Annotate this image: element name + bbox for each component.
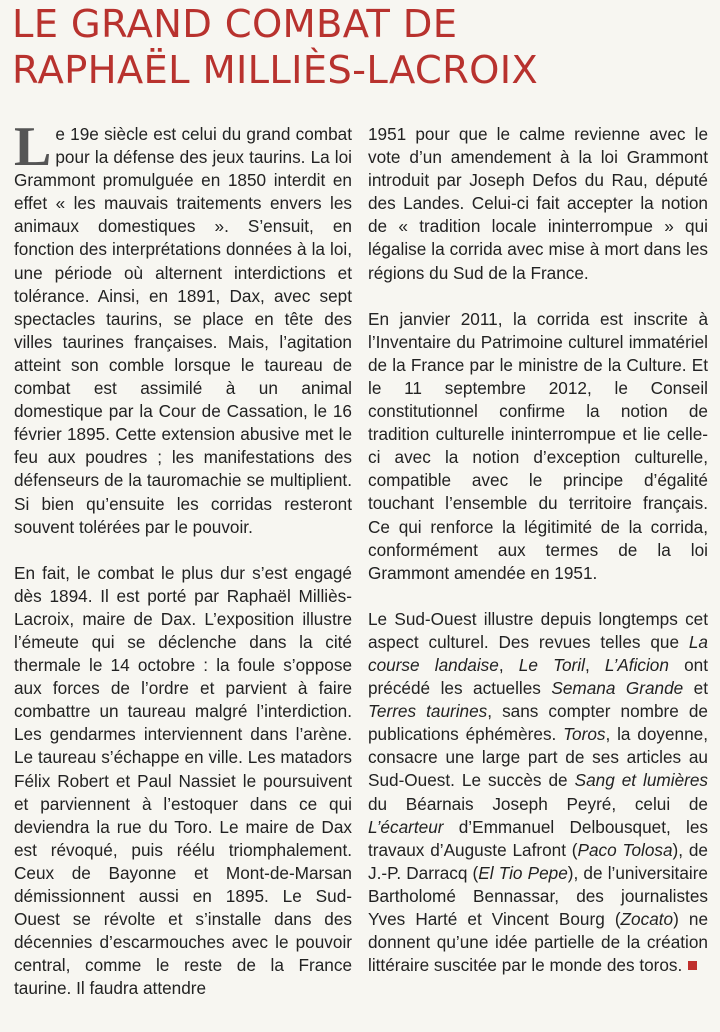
pen-name: Paco Tolosa bbox=[577, 839, 673, 860]
paragraph: 1951 pour que le calme revienne avec le vote d’un amendement à la loi Grammont introduit par Joseph Defos du Rau, député des Landes. Celui-ci fait accepter la notion de « tradition locale ininterrompue » qui légalise la corrida avec mise à mort dans les régions du Sud de la France. bbox=[368, 124, 708, 283]
text-run: du Béarnais Joseph Peyré, celui de bbox=[368, 793, 708, 814]
paragraph-text: e 19e siècle est celui du grand combat pour la défense des jeux taurins. La loi Grammont promulguée en 1850 interdit en effet « les mauvais traitements envers les animaux domestiques ». S’ensuit, en fonction des interprétations données à la loi, une période où alternent interdictions et tolérance. Ainsi, en 1891, Dax, avec sept spectacles taurins, se place en tête des villes taurines françaises. Mais, l’agitation atteint son comble lorsque le taureau de combat est assimilé à un animal domestique par la Cour de Cassation, le 16 février 1895. Cette extension abusive met le feu aux poudres ; les manifestations des défenseurs de la tauromachie se multiplient. Si bien qu’ensuite les corridas resteront souvent tolérées par le pouvoir. bbox=[14, 124, 352, 537]
paragraph bbox=[368, 608, 708, 978]
pen-name: El Tio Pepe bbox=[478, 862, 568, 883]
publication-title: L’Aficion bbox=[604, 654, 669, 675]
right-column bbox=[368, 123, 708, 1000]
text-run: d’Emmanuel Delbousquet, les travaux d’Auguste Lafront ( bbox=[368, 816, 708, 860]
text-run: ont précédé les actuelles bbox=[368, 654, 709, 699]
text-run: ), de l’universitaire Bartholomé Bennassar, des journalistes Yves Harté et Vincent Bourg ( bbox=[368, 862, 708, 929]
end-of-article-square-icon bbox=[688, 961, 697, 970]
text-run: , la doyenne, consacre une large part de ses articles au Sud-Ouest. Le succès de bbox=[368, 724, 708, 791]
publication-title: Toros bbox=[563, 724, 606, 745]
publication-title: Terres taurines bbox=[368, 701, 488, 722]
text-run: et bbox=[683, 678, 708, 699]
title-line-1: LE GRAND COMBAT DE bbox=[12, 2, 458, 47]
publication-title: Semana Grande bbox=[551, 678, 684, 699]
pen-name: Zocato bbox=[620, 909, 674, 929]
text-run: ), de J.-P. Darracq ( bbox=[368, 839, 708, 883]
paragraph: En fait, le combat le plus dur s’est engagé dès 1894. Il est porté par Raphaël Milliès-Lacroix, maire de Dax. L’exposition illustre l’émeute qui se déclenche dans la cité thermale le 14 octobre : la foule s’oppose aux forces de l’ordre et parvient à faire combattre un taureau malgré l’interdiction. Les gendarmes interviennent dans l’arène. Le taureau s’échappe en ville. Les matadors Félix Robert et Paul Nassiet le poursuivent et parviennent à l’estoquer dans ce qui deviendra la rue du Toro. Le maire de Dax est révoqué, puis réélu triomphalement. Ceux de Bayonne et Mont-de-Marsan démissionnent aussi en 1895. Le Sud-Ouest se révolte et s’installe dans des décennies d’escarmouches avec le pouvoir central, comme le reste de la France taurine. Il faudra attendre bbox=[14, 562, 352, 999]
text-run: , bbox=[584, 654, 605, 675]
book-title: Sang et lumières bbox=[574, 770, 708, 791]
paragraph: En janvier 2011, la corrida est inscrite à l’Inventaire du Patrimoine culturel immatériel de la France par le ministre de la Culture. Et le 11 septembre 2012, le Conseil constitutionnel confirme la notion de tradition culturelle ininterrompue et lie celle-ci avec la notion d’exception culturelle, compatible avec le principe d’égalité touchant l’ensemble du territoire français. Ce qui renforce la légitimité de la corrida, conformément aux termes de la loi Grammont amendée en 1951. bbox=[368, 308, 708, 583]
text-run: , sans compter nombre de publications éphémères. bbox=[368, 701, 708, 745]
publication-title: Le Toril bbox=[518, 654, 585, 675]
article-title bbox=[12, 2, 538, 94]
text-run: , bbox=[498, 654, 519, 675]
book-title: L’écarteur bbox=[368, 816, 444, 837]
paragraph bbox=[14, 116, 352, 539]
left-column bbox=[14, 116, 352, 1023]
text-run: ) ne donnent qu’une idée partielle de la création littéraire suscitée par le monde des toros. bbox=[368, 909, 708, 976]
title-line-2: RAPHAËL MILLIÈS-LACROIX bbox=[12, 48, 539, 93]
text-run: Le Sud-Ouest illustre depuis longtemps cet aspect culturel. Des revues telles que bbox=[368, 608, 708, 652]
publication-title: La course landaise bbox=[368, 631, 708, 675]
drop-cap: L bbox=[14, 116, 52, 178]
